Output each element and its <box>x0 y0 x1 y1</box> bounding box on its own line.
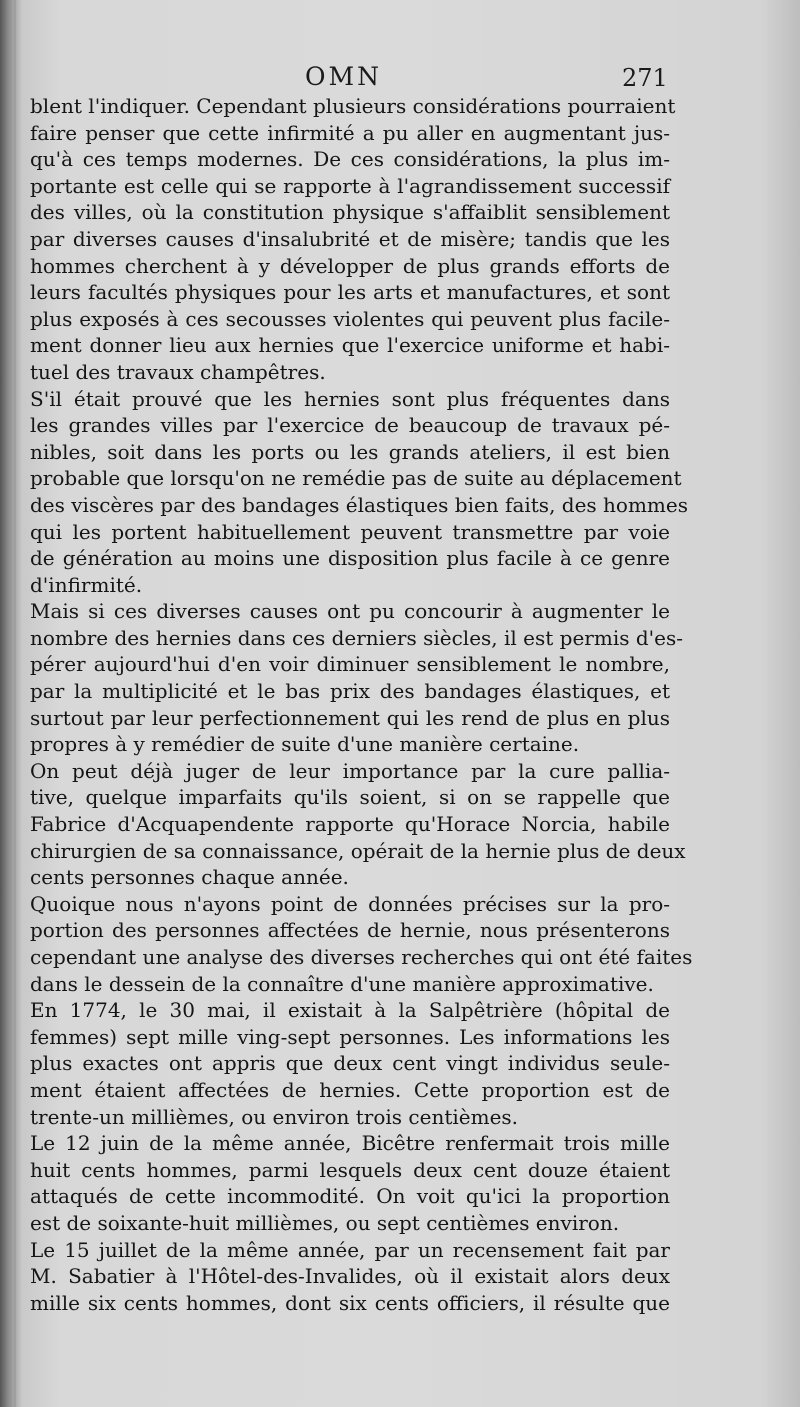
text-line: dans le dessein de la connaître d'une manière approximative. <box>30 971 654 996</box>
text-line: chirurgien de sa connaissance, opérait de la hernie plus de deux <box>30 838 686 863</box>
text-line: tive, quelque imparfaits qu'ils soient, si on se rappelle que <box>30 785 670 810</box>
body-text <box>30 93 693 1316</box>
text-line: Le 15 juillet de la même année, par un recensement fait par <box>30 1237 670 1262</box>
running-head <box>0 62 800 96</box>
text-line: leurs facultés physiques pour les arts et manufactures, et sont <box>30 280 670 305</box>
text-line: de génération au moins une disposition plus facile à ce genre <box>30 546 670 571</box>
text-line: est de soixante-huit millièmes, ou sept centièmes environ. <box>30 1210 620 1235</box>
text-line: surtout par leur perfectionnement qui les rend de plus en plus <box>30 705 670 730</box>
text-line: nibles, soit dans les ports ou les grands ateliers, il est bien <box>30 439 670 464</box>
page-number: 271 <box>622 64 668 92</box>
text-line: plus exposés à ces secousses violentes qui peuvent plus facile- <box>30 306 670 331</box>
text-line: portante est celle qui se rapporte à l'agrandissement successif <box>30 173 670 198</box>
text-line: M. Sabatier à l'Hôtel-des-Invalides, où il existait alors deux <box>30 1264 670 1289</box>
text-line: blent l'indiquer. Cependant plusieurs considérations pourraient <box>30 94 676 118</box>
text-line: qui les portent habituellement peuvent transmettre par voie <box>30 519 670 544</box>
text-line: cependant une analyse des diverses recherches qui ont été faites <box>30 945 693 969</box>
text-line: par la multiplicité et le bas prix des bandages élastiques, et <box>30 679 670 704</box>
text-line: probable que lorsqu'on ne remédie pas de suite au déplacement <box>30 466 682 491</box>
text-line: Le 12 juin de la même année, Bicêtre renfermait trois mille <box>30 1131 670 1156</box>
text-line: nombre des hernies dans ces derniers siècles, il est permis d'es- <box>30 625 683 650</box>
text-line: Fabrice d'Acquapendente rapporte qu'Horace Norcia, habile <box>30 812 670 837</box>
text-line: pérer aujourd'hui d'en voir diminuer sensiblement le nombre, <box>30 652 670 677</box>
text-line: trente-un millièmes, ou environ trois centièmes. <box>30 1104 519 1129</box>
text-line: attaqués de cette incommodité. On voit qu'ici la proportion <box>30 1184 670 1209</box>
text-line: mille six cents hommes, dont six cents officiers, il résulte que <box>30 1290 670 1315</box>
text-line: plus exactes ont appris que deux cent vingt individus seule- <box>30 1051 670 1076</box>
text-line: portion des personnes affectées de hernie, nous présenterons <box>30 918 670 943</box>
text-line: des villes, où la constitution physique s'affaiblit sensiblement <box>30 200 670 225</box>
text-line: hommes cherchent à y développer de plus grands efforts de <box>30 253 670 278</box>
text-line: propres à y remédier de suite d'une manière certaine. <box>30 732 580 757</box>
text-line: par diverses causes d'insalubrité et de misère; tandis que les <box>30 226 670 251</box>
text-line: Quoique nous n'ayons point de données précises sur la pro- <box>30 891 670 916</box>
text-line: ment étaient affectées de hernies. Cette proportion est de <box>30 1077 670 1102</box>
text-line: huit cents hommes, parmi lesquels deux cent douze étaient <box>30 1157 670 1182</box>
text-line: d'infirmité. <box>30 572 143 597</box>
text-line: faire penser que cette infirmité a pu aller en augmentant jus- <box>30 120 670 145</box>
text-line: ment donner lieu aux hernies que l'exercice uniforme et habi- <box>30 333 670 358</box>
text-line: S'il était prouvé que les hernies sont plus fréquentes dans <box>30 386 670 411</box>
text-line: tuel des travaux champêtres. <box>30 359 326 384</box>
text-line: femmes) sept mille ving-sept personnes. Les informations les <box>30 1024 670 1049</box>
page-gutter <box>14 0 16 1407</box>
text-line: des viscères par des bandages élastiques bien faits, des hommes <box>30 492 688 517</box>
text-line: cents personnes chaque année. <box>30 865 349 890</box>
text-line: On peut déjà juger de leur importance par la cure pallia- <box>30 758 670 783</box>
text-line: Mais si ces diverses causes ont pu concourir à augmenter le <box>30 599 670 624</box>
text-line: En 1774, le 30 mai, il existait à la Salpêtrière (hôpital de <box>30 998 670 1023</box>
text-line: les grandes villes par l'exercice de beaucoup de travaux pé- <box>30 413 670 438</box>
running-head-title: OMN <box>305 62 382 91</box>
text-line: qu'à ces temps modernes. De ces considérations, la plus im- <box>30 147 670 172</box>
